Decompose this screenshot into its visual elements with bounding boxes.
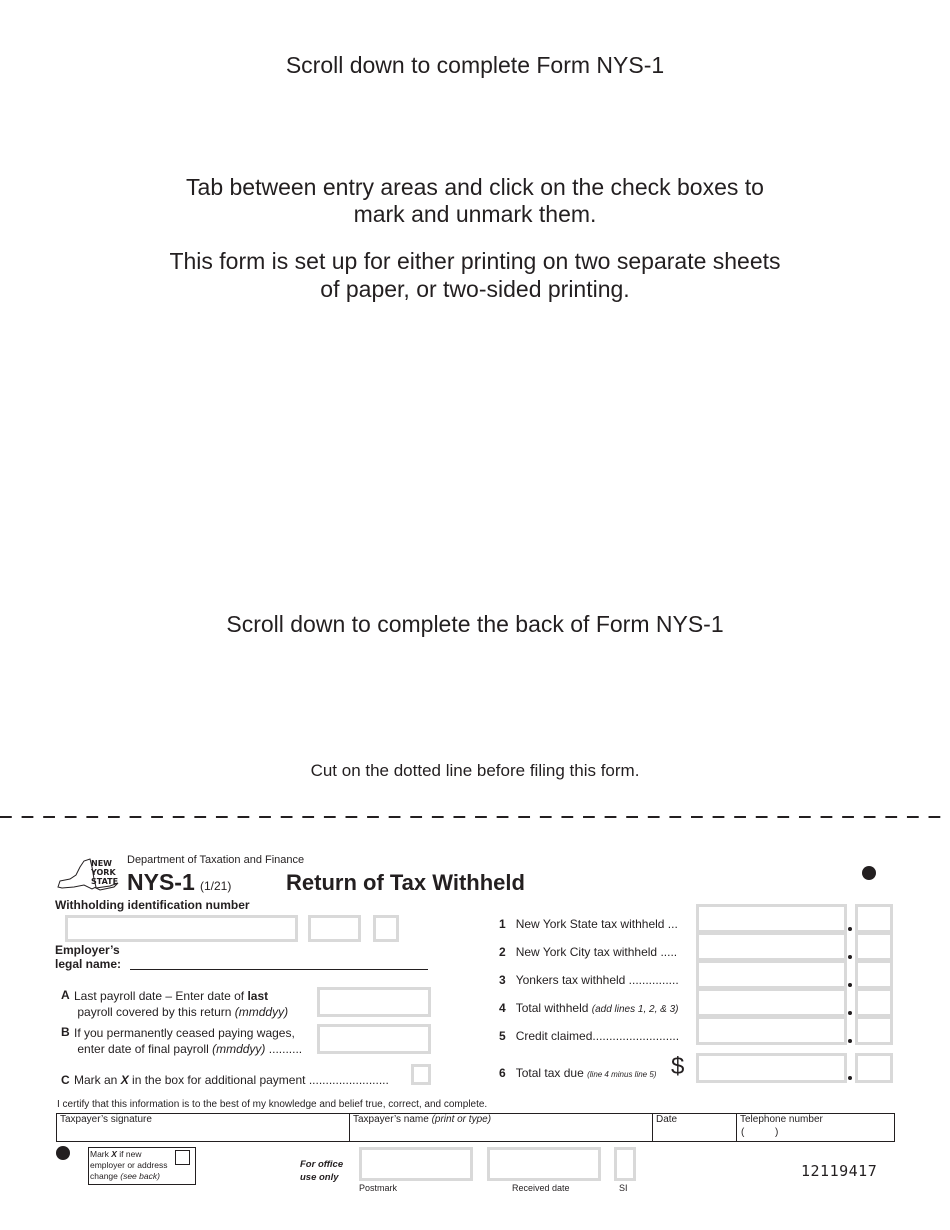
address-change-see-back: (see back)	[120, 1171, 160, 1181]
taxpayer-name-note: (print or type)	[431, 1114, 492, 1125]
telephone-paren-close: )	[775, 1127, 779, 1138]
item-c-pre: Mark an	[74, 1073, 121, 1087]
date-label: Date	[656, 1114, 678, 1125]
department-name: Department of Taxation and Finance	[127, 854, 305, 866]
withholding-id-check-input[interactable]	[373, 915, 399, 942]
taxpayer-name-input[interactable]	[350, 1125, 651, 1140]
line-2-number: 2	[499, 945, 506, 959]
address-change-if-new: if new	[116, 1149, 142, 1159]
line-3-dollars-input[interactable]	[696, 960, 847, 989]
address-change-line3: change	[90, 1171, 121, 1181]
line-3-cents-input[interactable]	[855, 960, 893, 989]
last-payroll-date-input[interactable]	[317, 987, 431, 1017]
line-2-dots: .....	[657, 945, 678, 959]
line-3-label: Yonkers tax withheld	[515, 973, 626, 987]
address-change-checkbox[interactable]	[175, 1150, 190, 1165]
item-b-line1: If you permanently ceased paying wages,	[74, 1026, 295, 1040]
office-use-label	[300, 1158, 343, 1184]
registration-mark-top	[862, 866, 876, 880]
line-1-label: New York State tax withheld	[515, 917, 665, 931]
taxpayer-signature-input[interactable]	[57, 1125, 348, 1140]
line-6-note: (line 4 minus line 5)	[587, 1070, 657, 1079]
cut-line	[0, 816, 950, 818]
item-c-letter: C	[61, 1073, 70, 1087]
decimal-point	[848, 983, 852, 987]
dollar-sign: $	[671, 1053, 685, 1080]
state-word-york: YORK	[91, 868, 116, 877]
decimal-point	[848, 927, 852, 931]
postmark-box	[359, 1147, 473, 1181]
line-5-label: Credit claimed	[515, 1029, 593, 1043]
line-6-label: Total tax due	[515, 1066, 588, 1080]
item-a-last: last	[247, 989, 269, 1003]
print-instruction-line1: This form is set up for either printing on two separate sheets	[169, 248, 781, 274]
telephone-input[interactable]	[737, 1125, 892, 1140]
form-revision: (1/21)	[200, 879, 232, 893]
line-2-label: New York City tax withheld	[515, 945, 658, 959]
line-4-row	[499, 1001, 678, 1015]
item-a-line2: payroll covered by this return	[77, 1005, 235, 1019]
received-date-label: Received date	[512, 1183, 570, 1193]
line-4-dollars-input[interactable]	[696, 988, 847, 1017]
employer-label-line2: legal name:	[55, 957, 122, 971]
received-date-box	[487, 1147, 601, 1181]
line-5-number: 5	[499, 1029, 506, 1043]
si-box	[614, 1147, 636, 1181]
line-5-row	[499, 1029, 679, 1043]
item-b-format: (mmddyy)	[212, 1042, 266, 1056]
tab-instruction-line1: Tab between entry areas and click on the check boxes to	[186, 174, 764, 200]
address-change-mark: Mark	[90, 1149, 112, 1159]
tab-instruction-line2: mark and unmark them.	[353, 201, 597, 227]
si-label: SI	[619, 1183, 628, 1193]
address-change-text	[90, 1149, 167, 1182]
print-instruction-line2: of paper, or two-sided printing.	[320, 276, 630, 302]
item-b-letter: B	[61, 1025, 70, 1039]
item-c-text	[74, 1073, 389, 1087]
line-6-number: 6	[499, 1066, 506, 1080]
additional-payment-checkbox[interactable]	[411, 1064, 431, 1085]
telephone-paren-open: (	[741, 1127, 745, 1138]
item-a-format: (mmddyy)	[234, 1005, 289, 1019]
withholding-id-suffix-input[interactable]	[308, 915, 361, 942]
office-use-line2: use only	[300, 1172, 339, 1183]
item-b-line2: enter date of final payroll	[77, 1042, 213, 1056]
taxpayer-name-label-text: Taxpayer’s name	[353, 1114, 432, 1125]
item-c-post: in the box for additional payment ........................	[128, 1073, 389, 1087]
withholding-id-label: Withholding identification number	[55, 898, 250, 912]
decimal-point	[848, 1076, 852, 1080]
decimal-point	[848, 1039, 852, 1043]
line-4-cents-input[interactable]	[855, 988, 893, 1017]
decimal-point	[848, 955, 852, 959]
employer-name-input[interactable]	[130, 954, 428, 970]
withholding-id-input[interactable]	[65, 915, 298, 942]
item-b-text	[74, 1025, 302, 1057]
line-2-row	[499, 945, 677, 959]
line-2-dollars-input[interactable]	[696, 932, 847, 961]
line-6-row	[499, 1066, 656, 1080]
line-6-dollars-input[interactable]	[696, 1053, 847, 1083]
line-1-dots: ...	[664, 917, 678, 931]
address-change-x: X	[111, 1149, 117, 1159]
state-word-new: NEW	[91, 859, 112, 868]
final-payroll-date-input[interactable]	[317, 1024, 431, 1054]
line-3-row	[499, 973, 679, 987]
line-4-label: Total withheld	[515, 1001, 592, 1015]
line-6-cents-input[interactable]	[855, 1053, 893, 1083]
item-b-dots: ..........	[265, 1042, 303, 1056]
office-use-line1: For office	[300, 1159, 344, 1170]
item-a-text	[74, 988, 288, 1020]
telephone-label: Telephone number	[740, 1114, 823, 1125]
state-wordmark	[91, 859, 118, 886]
scroll-back-instruction: Scroll down to complete the back of Form NYS-1	[226, 611, 724, 637]
postmark-label: Postmark	[359, 1183, 398, 1193]
line-4-note: (add lines 1, 2, & 3)	[591, 1004, 679, 1015]
employer-name-label	[55, 943, 121, 971]
certification-statement: I certify that this information is to the best of my knowledge and belief true, correct, and complete.	[57, 1099, 488, 1110]
line-4-number: 4	[499, 1001, 506, 1015]
line-1-dollars-input[interactable]	[696, 904, 847, 933]
line-5-dots: ..........................	[592, 1029, 680, 1043]
form-number: NYS-1	[127, 869, 195, 895]
line-1-row	[499, 917, 678, 931]
address-change-line2: employer or address	[90, 1160, 168, 1170]
employer-label-line1: Employer’s	[55, 943, 120, 957]
item-c-x: X	[120, 1073, 129, 1087]
item-a-line1: Last payroll date – Enter date of	[74, 989, 248, 1003]
date-input[interactable]	[653, 1125, 735, 1140]
line-5-cents-input[interactable]	[855, 1016, 893, 1045]
registration-mark-bottom	[56, 1146, 70, 1160]
decimal-point	[848, 1011, 852, 1015]
taxpayer-name-label	[353, 1114, 491, 1125]
item-a-letter: A	[61, 988, 70, 1002]
line-5-dollars-input[interactable]	[696, 1016, 847, 1045]
form-title: Return of Tax Withheld	[286, 870, 525, 895]
cut-instruction: Cut on the dotted line before filing this form.	[310, 761, 640, 780]
line-3-dots: ...............	[625, 973, 679, 987]
scroll-front-instruction: Scroll down to complete Form NYS-1	[285, 52, 665, 78]
line-1-cents-input[interactable]	[855, 904, 893, 933]
taxpayer-signature-label: Taxpayer’s signature	[60, 1114, 152, 1125]
line-3-number: 3	[499, 973, 506, 987]
state-word-state: STATE	[91, 877, 119, 886]
form-code: 12119417	[801, 1162, 878, 1180]
line-1-number: 1	[499, 917, 506, 931]
line-2-cents-input[interactable]	[855, 932, 893, 961]
